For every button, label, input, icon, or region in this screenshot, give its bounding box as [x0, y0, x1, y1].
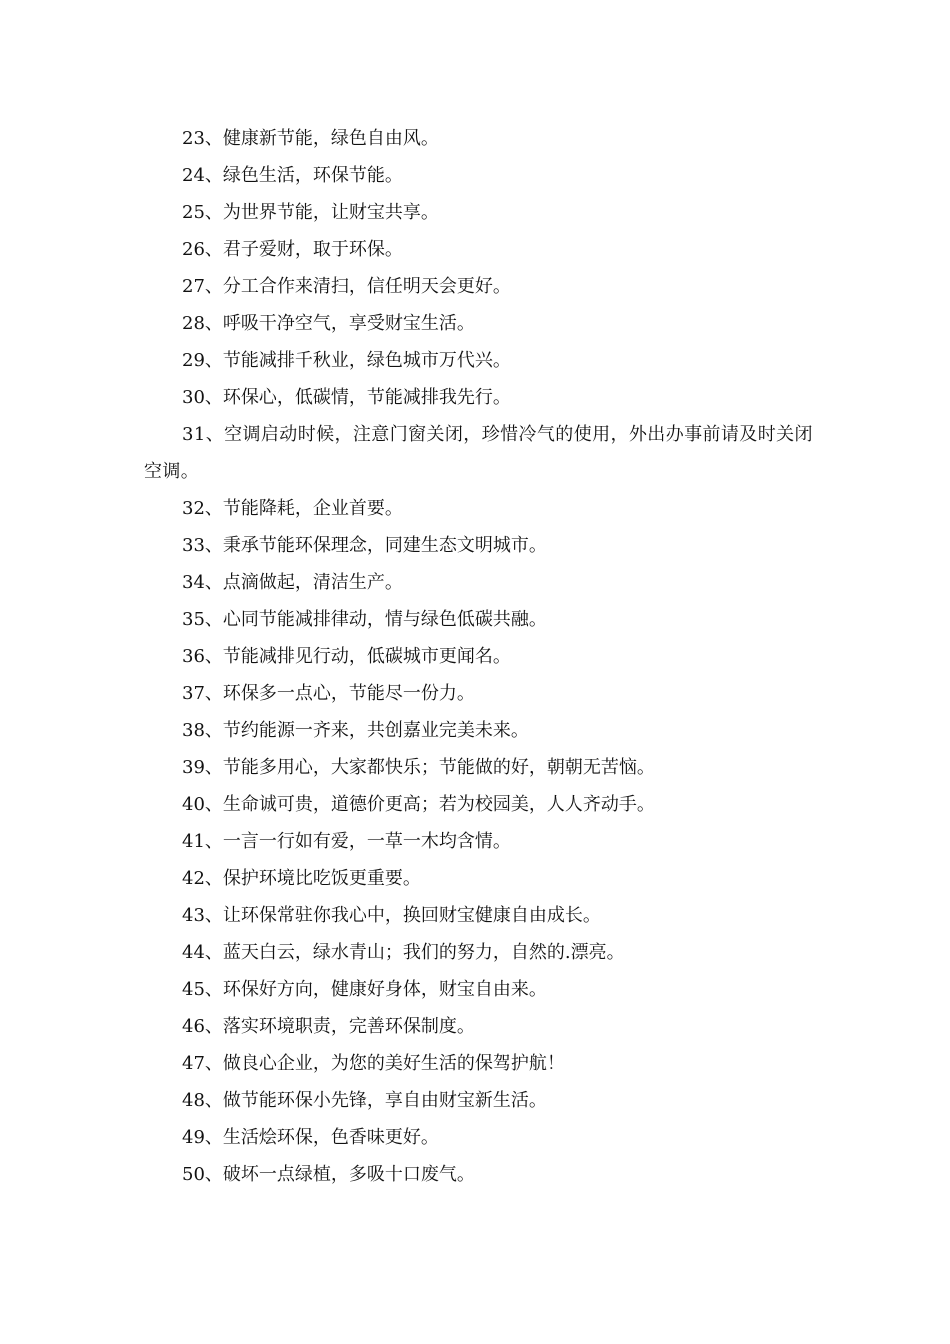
list-item: 40、生命诚可贵，道德价更高；若为校园美，人人齐动手。	[182, 794, 655, 815]
list-item: 28、呼吸干净空气，享受财宝生活。	[182, 313, 475, 334]
list-item: 23、健康新节能，绿色自由风。	[182, 128, 439, 149]
list-item: 35、心同节能减排律动，情与绿色低碳共融。	[182, 609, 547, 630]
list-item: 42、保护环境比吃饭更重要。	[182, 868, 421, 889]
list-item: 47、做良心企业，为您的美好生活的保驾护航！	[182, 1053, 565, 1074]
list-item: 48、做节能环保小先锋，享自由财宝新生活。	[182, 1090, 547, 1111]
list-item: 27、分工合作来清扫，信任明天会更好。	[182, 276, 511, 297]
list-item: 31、空调启动时候，注意门窗关闭，珍惜冷气的使用，外出办事前请及时关闭空调。	[144, 424, 813, 482]
list-item: 30、环保心，低碳情，节能减排我先行。	[182, 387, 511, 408]
list-item: 45、环保好方向，健康好身体，财宝自由来。	[182, 979, 547, 1000]
list-item: 44、蓝天白云，绿水青山；我们的努力，自然的.漂亮。	[182, 942, 625, 963]
list-item: 25、为世界节能，让财宝共享。	[182, 202, 439, 223]
list-item: 32、节能降耗，企业首要。	[182, 498, 403, 519]
list-item: 26、君子爱财，取于环保。	[182, 239, 403, 260]
list-item: 50、破坏一点绿植，多吸十口废气。	[182, 1164, 475, 1185]
list-item: 41、一言一行如有爱，一草一木均含情。	[182, 831, 511, 852]
list-item: 49、生活烩环保，色香味更好。	[182, 1127, 439, 1148]
list-item: 24、绿色生活，环保节能。	[182, 165, 403, 186]
list-item: 33、秉承节能环保理念，同建生态文明城市。	[182, 535, 547, 556]
list-item: 29、节能减排千秋业，绿色城市万代兴。	[182, 350, 511, 371]
list-item: 38、节约能源一齐来，共创嘉业完美未来。	[182, 720, 529, 741]
list-item: 37、环保多一点心，节能尽一份力。	[182, 683, 475, 704]
list-item: 36、节能减排见行动，低碳城市更闻名。	[182, 646, 511, 667]
list-item: 39、节能多用心，大家都快乐；节能做的好，朝朝无苦恼。	[182, 757, 655, 778]
slogan-list	[144, 120, 824, 1193]
list-item: 43、让环保常驻你我心中，换回财宝健康自由成长。	[182, 905, 601, 926]
list-item: 46、落实环境职责，完善环保制度。	[182, 1016, 475, 1037]
list-item: 34、点滴做起，清洁生产。	[182, 572, 403, 593]
